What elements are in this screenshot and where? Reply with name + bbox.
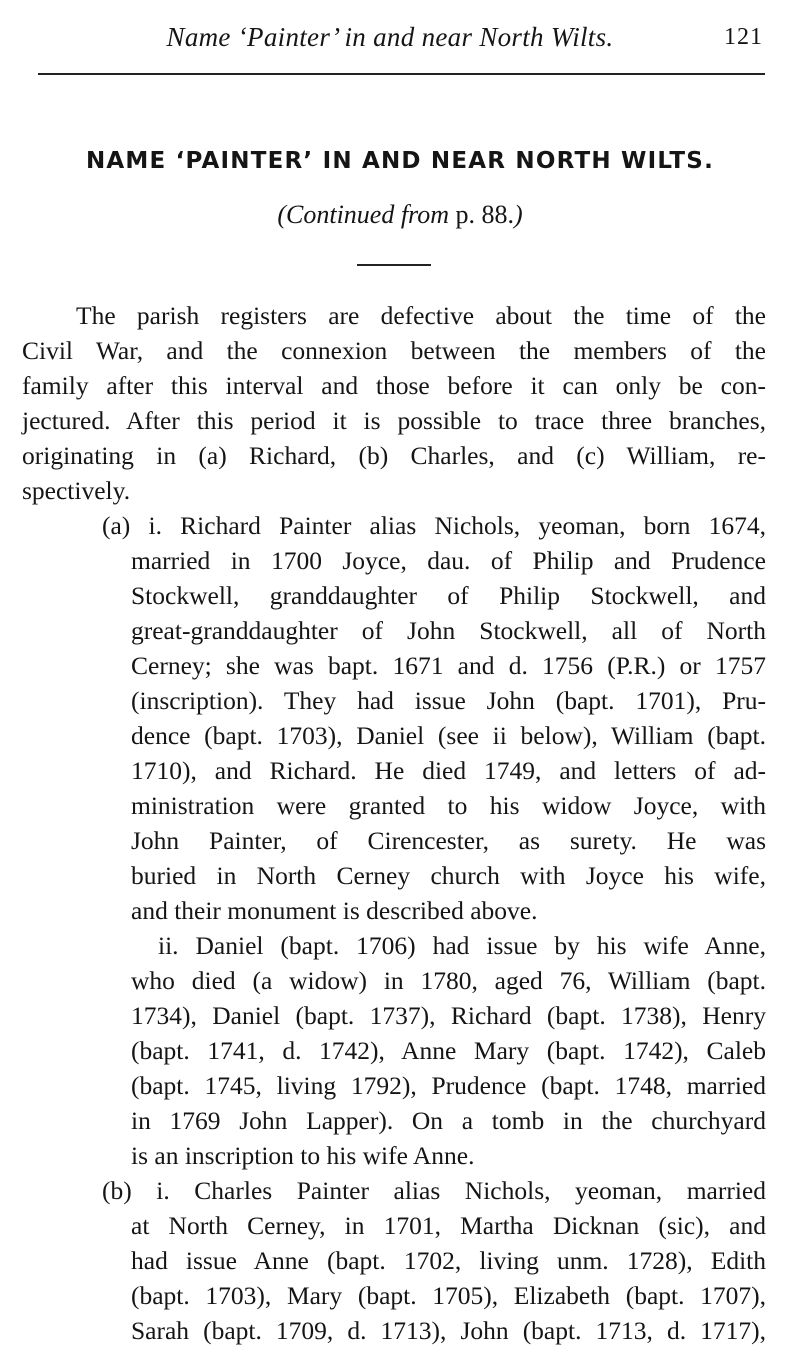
text-line: dence (bapt. 1703), Daniel (see ii below), William (bapt.: [131, 721, 766, 750]
text-line: (bapt. 1745, living 1792), Prudence (bapt. 1748, married: [131, 1071, 766, 1100]
continued-prefix: (Continued from: [277, 200, 456, 229]
running-title: Name ‘Painter’ in and near North Wilts.: [166, 22, 614, 52]
continued-note: [0, 200, 800, 230]
text-line: Civil War, and the connexion between the members of the: [22, 336, 766, 365]
text-line: (b) i. Charles Painter alias Nichols, yeoman, married: [102, 1176, 766, 1205]
text-line: John Painter, of Cirencester, as surety. He was: [131, 826, 766, 855]
text-line: 1710), and Richard. He died 1749, and letters of ad-: [131, 756, 766, 785]
text-line: Stockwell, granddaughter of Philip Stockwell, and: [131, 581, 766, 610]
text-line: family after this interval and those before it can only be con-: [22, 371, 766, 400]
text-line: great-granddaughter of John Stockwell, all of North: [131, 616, 766, 645]
text-line: had issue Anne (bapt. 1702, living unm. 1728), Edith: [131, 1246, 766, 1275]
running-head: [0, 22, 800, 62]
text-line: spectively.: [22, 476, 131, 505]
text-line: ministration were granted to his widow Joyce, with: [131, 791, 766, 820]
text-line: buried in North Cerney church with Joyce his wife,: [131, 861, 766, 890]
text-line: married in 1700 Joyce, dau. of Philip and Prudence: [131, 546, 766, 575]
text-line: in 1769 John Lapper). On a tomb in the churchyard: [131, 1106, 766, 1135]
text-line: (bapt. 1741, d. 1742), Anne Mary (bapt. 1742), Caleb: [131, 1036, 766, 1065]
article-title: NAME ‘PAINTER’ IN AND NEAR NORTH WILTS.: [85, 148, 715, 174]
text-line: who died (a widow) in 1780, aged 76, William (bapt.: [131, 966, 766, 995]
continued-page: p. 88.: [455, 200, 514, 229]
text-line: ii. Daniel (bapt. 1706) had issue by his wife Anne,: [158, 931, 766, 960]
text-line: 1734), Daniel (bapt. 1737), Richard (bapt. 1738), Henry: [131, 1001, 766, 1030]
text-line: at North Cerney, in 1701, Martha Dicknan (sic), and: [131, 1211, 766, 1240]
text-line: is an inscription to his wife Anne.: [131, 1141, 475, 1170]
text-line: originating in (a) Richard, (b) Charles, and (c) William, re-: [22, 441, 766, 470]
continued-suffix: ): [513, 200, 523, 229]
text-line: jectured. After this period it is possible to trace three branches,: [22, 406, 766, 435]
title-rule: [357, 264, 431, 266]
text-line: Sarah (bapt. 1709, d. 1713), John (bapt. 1713, d. 1717),: [131, 1316, 766, 1345]
header-rule: [38, 73, 765, 75]
text-line: Cerney; she was bapt. 1671 and d. 1756 (P.R.) or 1757: [131, 651, 766, 680]
text-line: (a) i. Richard Painter alias Nichols, yeoman, born 1674,: [102, 511, 766, 540]
page-number: 121: [724, 24, 763, 50]
text-line: (bapt. 1703), Mary (bapt. 1705), Elizabeth (bapt. 1707),: [131, 1281, 766, 1310]
text-line: and their monument is described above.: [131, 896, 538, 925]
text-line: (inscription). They had issue John (bapt. 1701), Pru-: [131, 686, 766, 715]
text-line: The parish registers are defective about the time of the: [76, 301, 766, 330]
